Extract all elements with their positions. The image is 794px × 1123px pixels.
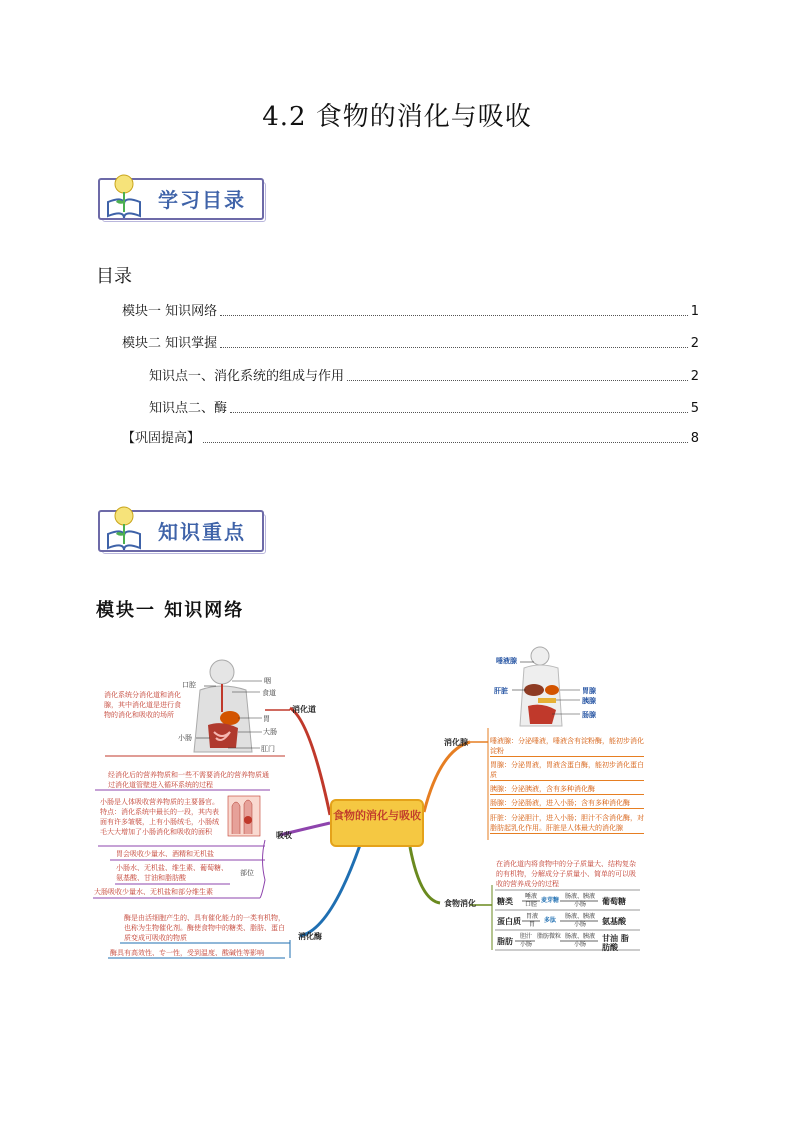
digestion-product: 葡萄糖 — [602, 897, 626, 906]
digestion-step1: 胃液 胃 — [525, 913, 538, 928]
label-intestinal-gland: 肠腺 — [582, 711, 596, 719]
label-large-intestine: 大肠 — [263, 728, 277, 736]
digestive-system-figure — [194, 660, 262, 752]
label-pharynx: 咽 — [264, 677, 271, 685]
enzyme-note: 酶具有高效性、专一性，受到温度、酸碱性等影响 — [110, 949, 264, 957]
digestion-row-name: 脂肪 — [497, 937, 513, 946]
branch-glands: 消化腺 — [444, 738, 468, 747]
label-anus: 肛门 — [261, 745, 275, 753]
label-mouth: 口腔 — [182, 681, 196, 689]
toc-entry[interactable]: 【巩固提高】 8 — [122, 431, 699, 446]
digestion-note: 在消化道内将食物中的分子质量大、结构复杂的有机物，分解成分子质量小、简单的可以吸收的营养成分的过程 — [496, 860, 636, 888]
digestion-intermediate: 麦芽糖 — [540, 897, 559, 904]
toc-entry[interactable]: 模块一 知识网络 1 — [122, 304, 699, 319]
gland-note: 胃腺：分泌胃液，胃液含蛋白酶，能初步消化蛋白质 — [490, 761, 644, 779]
branch-digestive-tract: 消化道 — [292, 705, 316, 714]
digestion-product: 氨基酸 — [602, 917, 626, 926]
label-stomach: 胃 — [263, 715, 270, 723]
digestion-step1: 胆汁 小肠 — [519, 933, 532, 948]
catalog-banner-label: 学习目录 — [158, 188, 246, 212]
absorption-note: 大肠吸收少量水、无机盐和部分维生素 — [94, 888, 213, 896]
digestion-step2: 肠液、胰液 小肠 — [564, 913, 595, 928]
digestion-step2: 肠液、胰液 小肠 — [564, 933, 595, 948]
absorption-note: 经消化后的营养物质和一些不需要消化的营养物质通过消化道管壁进入循环系统的过程 — [108, 771, 269, 789]
key-points-banner-label: 知识重点 — [158, 520, 246, 544]
absorption-note: 胃会吸收少量水、酒精和无机盐 — [116, 850, 214, 858]
digestion-intermediate: 多肽 — [543, 917, 556, 924]
absorption-note: 小肠水、无机盐、维生素、葡萄糖、氨基酸、甘油和脂肪酸 — [116, 864, 228, 882]
branch-digestion: 食物消化 — [444, 899, 476, 908]
label-stomach-gland: 胃腺 — [582, 687, 596, 695]
gland-note: 肠腺：分泌肠液，进入小肠；含有多种消化酶 — [490, 798, 644, 809]
label-pancreas: 胰腺 — [582, 697, 596, 705]
absorption-site-label: 部位 — [240, 869, 254, 877]
intestinal-villi-figure — [228, 796, 260, 836]
digestion-step1: 唾液 口腔 — [524, 893, 537, 908]
label-liver: 肝脏 — [494, 687, 508, 695]
label-salivary: 唾液腺 — [496, 657, 517, 665]
digestion-product: 甘油 脂肪酸 — [602, 934, 629, 952]
digestion-step2: 肠液、胰液 小肠 — [564, 893, 595, 908]
toc-entry[interactable]: 知识点二、酶 5 — [149, 401, 699, 416]
toc-entry[interactable]: 模块二 知识掌握 2 — [122, 336, 699, 351]
branch-enzyme: 消化酶 — [298, 932, 322, 941]
label-small-intestine: 小肠 — [178, 734, 192, 742]
digestion-row-name: 蛋白质 — [497, 917, 521, 926]
toc-entry[interactable]: 知识点一、消化系统的组成与作用 2 — [149, 369, 699, 384]
branch-absorption: 吸收 — [276, 831, 292, 840]
gland-note: 胰腺：分泌胰液，含有多种消化酶 — [490, 784, 644, 795]
digestion-intermediate: 脂肪微粒 — [536, 933, 561, 940]
page-title: 4.2 食物的消化与吸收 — [262, 102, 532, 132]
enzyme-note: 酶是由活细胞产生的、具有催化能力的一类有机物，也称为生物催化剂。酶使食物中的糖类、脂肪、蛋白质变成可吸收的物质 — [124, 914, 285, 942]
tract-note: 消化系统分消化道和消化腺，其中消化道是进行食物的消化和吸收的场所 — [104, 691, 181, 719]
module-heading: 模块一 知识网络 — [96, 600, 245, 621]
gland-note: 肝脏：分泌胆汁，进入小肠；胆汁不含消化酶，对脂肪起乳化作用。肝脏是人体最大的消化腺 — [490, 814, 644, 832]
digestion-row-name: 糖类 — [497, 897, 513, 906]
absorption-note: 小肠是人体吸收营养物质的主要器官。特点：消化系统中最长的一段，其内表面有许多皱襞，上有小肠绒毛，小肠绒毛大大增加了小肠消化和吸收的面积 — [100, 798, 219, 836]
mind-map-center: 食物的消化与吸收 — [330, 799, 424, 847]
gland-note: 唾液腺：分泌唾液，唾液含有淀粉酶，能初步消化淀粉 — [490, 737, 644, 755]
toc-heading: 目录 — [96, 266, 132, 287]
label-esophagus: 食道 — [262, 689, 276, 697]
